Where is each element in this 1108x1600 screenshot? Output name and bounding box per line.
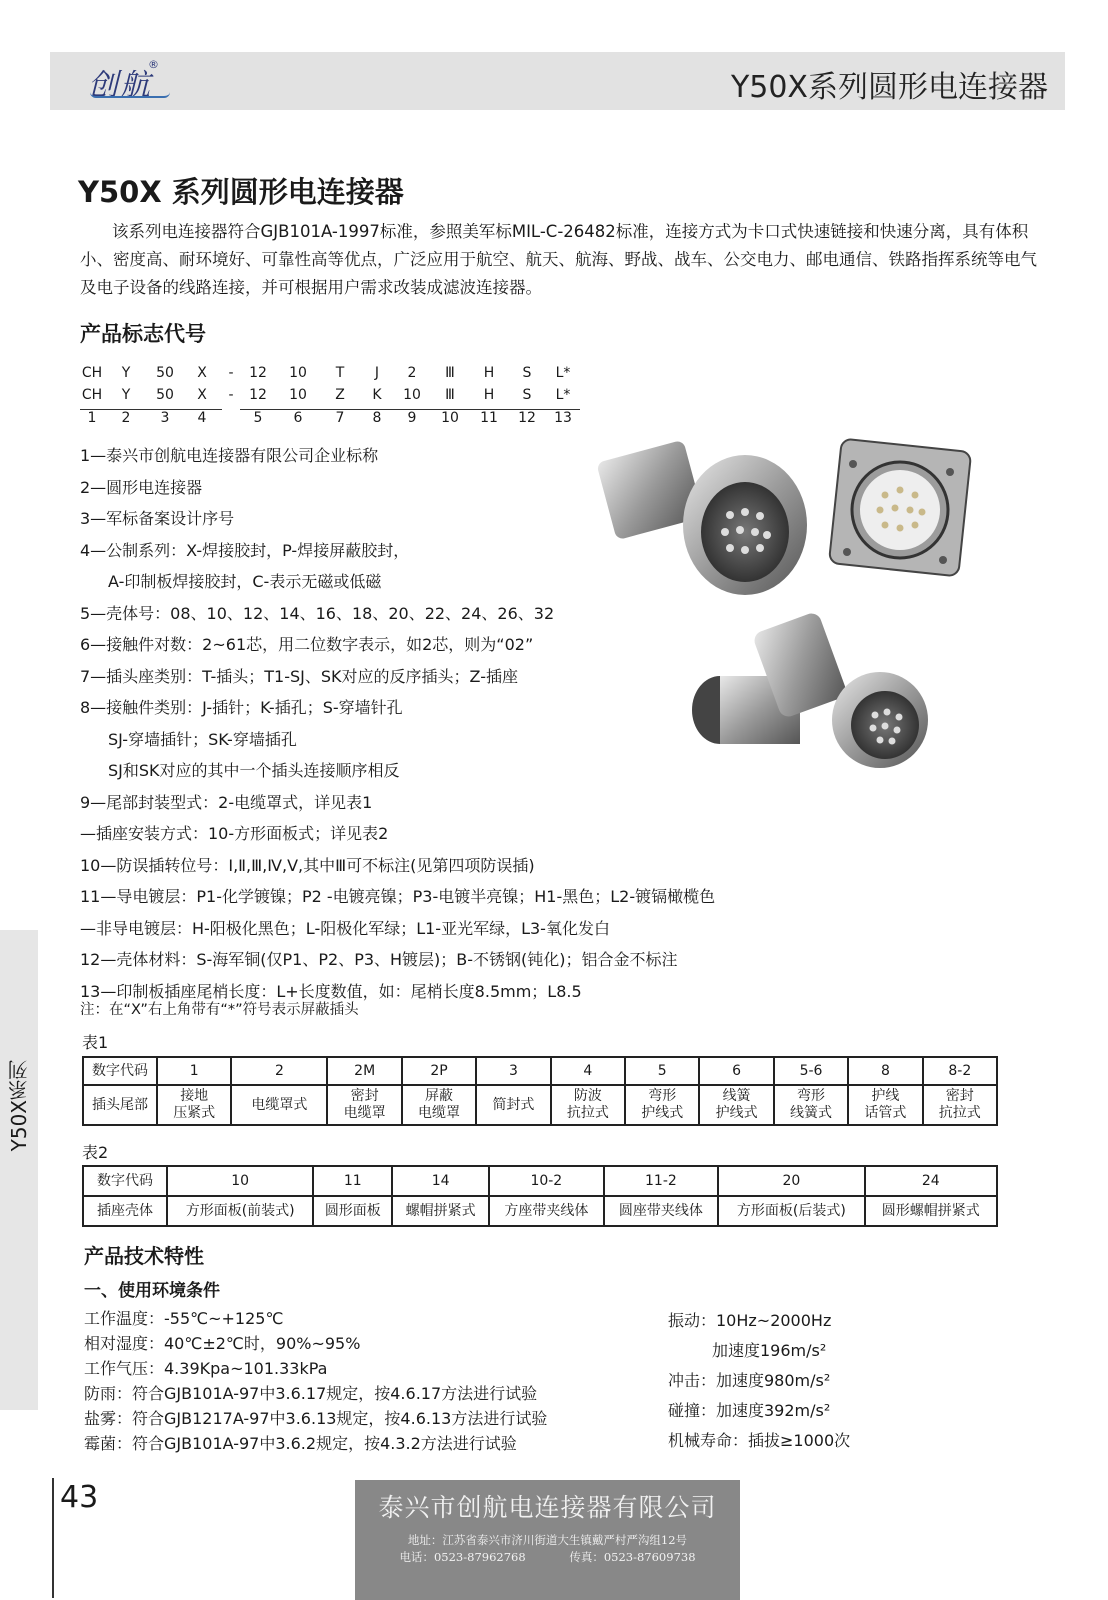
code-cell: 12 — [249, 387, 267, 403]
code-cell: 12 — [508, 409, 546, 426]
code-cell: Z — [335, 387, 345, 403]
footer-contact — [355, 1549, 740, 1566]
company-logo: 创航 — [88, 68, 152, 103]
code-cell: - — [228, 365, 234, 381]
code-row-socket — [80, 384, 580, 406]
code-cell: K — [372, 387, 382, 403]
table-header-cell: 插头尾部 — [83, 1085, 157, 1125]
table-header-cell: 数字代码 — [83, 1057, 157, 1085]
legend-item: 1—泰兴市创航电连接器有限公司企业标称 — [80, 446, 379, 465]
right-angle-plug-image — [692, 611, 928, 768]
code-cell: 1 — [80, 409, 104, 426]
table-header-cell: 插座壳体 — [83, 1196, 167, 1226]
table2-type-row — [83, 1196, 997, 1226]
straight-plug-image — [596, 440, 807, 595]
env-item: 盐雾：符合GJB1217A-97中3.6.13规定，按4.6.13方法进行试验 — [84, 1409, 548, 1428]
table-cell: 圆形螺帽拼紧式 — [865, 1196, 997, 1226]
legend-item: 9—尾部封装型式：2-电缆罩式，详见表1 — [80, 792, 373, 812]
legend-item: 3—军标备案设计序号 — [80, 509, 235, 528]
legend-item: 11—导电镀层：P1-化学镀镍；P2 -电镀亮镍；P3-电镀半亮镍；H1-黑色；L2-镀镉橄榄色 — [80, 887, 716, 906]
code-cell: 6 — [276, 409, 320, 426]
table-cell: 电缆罩式 — [231, 1085, 327, 1125]
code-cell: 8 — [360, 409, 394, 426]
code-cell: 2 — [407, 365, 417, 381]
code-cell: Ⅲ — [445, 387, 455, 403]
code-cell: 3 — [148, 409, 182, 426]
table-cell: 方座带夹线体 — [489, 1196, 604, 1226]
shield-note: 注：在“X”右上角带有“*”符号表示屏蔽插头 — [80, 1002, 359, 1018]
code-cell: 2 — [104, 409, 148, 426]
table1 — [82, 1056, 998, 1126]
legend-item: 8—接触件类别：J-插针；K-插孔；S-穿墙针孔 — [80, 698, 403, 717]
legend-item: 7—插头座类别：T-插头；T1-SJ、SK对应的反序插头；Z-插座 — [80, 666, 518, 686]
table-header-cell: 数字代码 — [83, 1166, 167, 1196]
code-cell: 50 — [156, 365, 174, 381]
code-cell: 11 — [470, 409, 508, 426]
env-item: 机械寿命：插拔≥1000次 — [668, 1431, 851, 1450]
table-cell: 20 — [718, 1166, 864, 1196]
code-row-plug — [80, 362, 580, 384]
page-divider — [52, 1478, 54, 1598]
legend-item: SJ-穿墙插针；SK-穿墙插孔 — [108, 729, 297, 749]
env-item: 加速度196m/s² — [712, 1341, 827, 1360]
env-conditions-right — [668, 1306, 850, 1456]
legend-item: SJ和SK对应的其中一个插头连接顺序相反 — [108, 761, 400, 780]
code-cell: - — [228, 387, 234, 403]
code-cell: Y — [121, 365, 131, 381]
env-item: 霉菌：符合GJB101A-97中3.6.2规定，按4.3.2方法进行试验 — [84, 1434, 517, 1453]
footer-address: 地址：江苏省泰兴市济川街道大生镇戴严村严沟组12号 — [407, 1533, 688, 1547]
table-cell: 3 — [476, 1057, 550, 1085]
code-cell: X — [197, 387, 207, 403]
env-item: 工作温度：-55℃~+125℃ — [84, 1309, 284, 1328]
env-item: 工作气压：4.39Kpa~101.33kPa — [84, 1359, 328, 1378]
header-title: Y50X系列圆形电连接器 — [730, 70, 1048, 105]
flange-socket-image — [829, 439, 971, 577]
legend-item: 10—防误插转位号：Ⅰ,Ⅱ,Ⅲ,Ⅳ,Ⅴ,其中Ⅲ可不标注(见第四项防误插) — [80, 855, 535, 875]
table2-code-row — [83, 1166, 997, 1196]
page-title: Y50X 系列圆形电连接器 — [78, 175, 404, 209]
code-grid — [80, 362, 580, 428]
tech-section-title: 产品技术特性 — [84, 1244, 204, 1268]
legend-item: 5—壳体号：08、10、12、14、16、18、20、22、24、26、32 — [80, 603, 555, 623]
table1-code-row — [83, 1057, 997, 1085]
code-cell: T — [335, 365, 345, 381]
table-cell: 密封 电缆罩 — [327, 1085, 401, 1125]
table-cell: 弯形 线簧式 — [774, 1085, 848, 1125]
table2 — [82, 1165, 998, 1227]
table-cell: 螺帽拼紧式 — [392, 1196, 489, 1226]
code-cell: 4 — [182, 409, 222, 426]
code-cell: X — [197, 365, 207, 381]
table-cell: 11-2 — [604, 1166, 719, 1196]
table-cell: 弯形 护线式 — [625, 1085, 699, 1125]
env-item: 振动：10Hz~2000Hz — [668, 1311, 832, 1330]
env-conditions-left — [84, 1306, 547, 1456]
code-cell: L* — [555, 387, 571, 403]
tech-subtitle: 一、使用环境条件 — [84, 1281, 220, 1301]
table-cell: 方形面板(后装式) — [718, 1196, 864, 1226]
code-cell: 10 — [289, 365, 307, 381]
code-cell: 10 — [403, 387, 421, 403]
page-number: 43 — [60, 1480, 99, 1515]
table1-label: 表1 — [82, 1033, 109, 1052]
table-cell: 圆形面板 — [313, 1196, 392, 1226]
table-cell: 护线 话管式 — [848, 1085, 922, 1125]
table-cell: 2P — [402, 1057, 476, 1085]
legend-item: —插座安装方式：10-方形面板式；详见表2 — [80, 824, 389, 843]
table-cell: 24 — [865, 1166, 997, 1196]
table-cell: 10 — [167, 1166, 313, 1196]
legend-item: 12—壳体材料：S-海军铜(仅P1、P2、P3、H镀层)；B-不锈钢(钝化)；铝合金不标注 — [80, 950, 678, 969]
env-item: 碰撞：加速度392m/s² — [668, 1401, 831, 1420]
table-cell: 圆座带夹线体 — [604, 1196, 719, 1226]
table-cell: 接地 压紧式 — [157, 1085, 231, 1125]
code-cell: CH — [81, 387, 103, 403]
code-cell: H — [483, 387, 495, 403]
code-cell: 9 — [394, 409, 430, 426]
footer-company: 泰兴市创航电连接器有限公司 — [378, 1493, 717, 1522]
registered-mark: ® — [148, 58, 159, 71]
table-cell: 6 — [699, 1057, 773, 1085]
table-cell: 5 — [625, 1057, 699, 1085]
footer-fax: 传真：0523-87609738 — [569, 1550, 696, 1564]
logo-swoosh — [90, 92, 170, 98]
env-item: 防雨：符合GJB101A-97中3.6.17规定，按4.6.17方法进行试验 — [84, 1384, 538, 1403]
code-cell: S — [522, 365, 532, 381]
table-cell: 11 — [313, 1166, 392, 1196]
table-cell: 14 — [392, 1166, 489, 1196]
code-cell: S — [522, 387, 532, 403]
code-cell: 13 — [546, 409, 580, 426]
table-cell: 线簧 护线式 — [699, 1085, 773, 1125]
code-cell: 10 — [430, 409, 470, 426]
table-cell: 防波 抗拉式 — [551, 1085, 625, 1125]
code-cell: 10 — [289, 387, 307, 403]
code-cell: 5 — [240, 409, 276, 426]
env-item: 冲击：加速度980m/s² — [668, 1371, 831, 1390]
side-tab — [0, 930, 38, 1410]
table-cell: 屏蔽 电缆罩 — [402, 1085, 476, 1125]
side-tab-label: Y50X系列 — [7, 1060, 31, 1152]
table-cell: 简封式 — [476, 1085, 550, 1125]
code-cell: J — [374, 365, 380, 381]
code-cell: Y — [121, 387, 131, 403]
table-cell: 2M — [327, 1057, 401, 1085]
table-cell: 8 — [848, 1057, 922, 1085]
code-cell: H — [483, 365, 495, 381]
table2-label: 表2 — [82, 1143, 109, 1162]
code-cell: Ⅲ — [445, 365, 455, 381]
legend-item: 2—圆形电连接器 — [80, 477, 203, 497]
legend-item: 4—公制系列：X-焊接胶封，P-焊接屏蔽胶封， — [80, 540, 410, 560]
table1-type-row — [83, 1085, 997, 1125]
table-cell: 8-2 — [923, 1057, 997, 1085]
footer-phone: 电话：0523-87962768 — [399, 1550, 526, 1564]
table-cell: 5-6 — [774, 1057, 848, 1085]
code-cell: CH — [81, 365, 103, 381]
connector-photos — [595, 420, 1005, 770]
code-cell: 50 — [156, 387, 174, 403]
legend-item: 6—接触件对数：2~61芯，用二位数字表示，如2芯，则为“02” — [80, 635, 534, 654]
env-item: 相对湿度：40℃±2℃时，90%~95% — [84, 1334, 361, 1353]
code-cell: 7 — [320, 409, 360, 426]
table-cell: 4 — [551, 1057, 625, 1085]
table-cell: 2 — [231, 1057, 327, 1085]
intro-paragraph: 该系列电连接器符合GJB101A-1997标准，参照美军标MIL-C-26482标准，连接方式为卡口式快速链接和快速分离，具有体积小、密度高、耐环境好、可靠性高等优点，广泛应用于航空、航天、航海、野战、战车、公交电力、邮电通信、铁路指挥系统等电气及电子设备的线路连接，并可根据用户需求改装成滤波连接器。 — [80, 222, 1037, 297]
table-cell: 10-2 — [489, 1166, 604, 1196]
footer-banner — [355, 1480, 740, 1600]
code-cell: L* — [555, 365, 571, 381]
legend-item: —非导电镀层：H-阳极化黑色；L-阳极化军绿；L1-亚光军绿，L3-氧化发白 — [80, 918, 610, 938]
table-cell: 方形面板(前装式) — [167, 1196, 313, 1226]
table-cell: 密封 抗拉式 — [923, 1085, 997, 1125]
legend-item: A-印制板焊接胶封，C-表示无磁或低磁 — [108, 572, 382, 591]
table-cell: 1 — [157, 1057, 231, 1085]
legend-item: 13—印制板插座尾梢长度：L+长度数值，如：尾梢长度8.5mm；L8.5 — [80, 981, 582, 1001]
code-cell: 12 — [249, 365, 267, 381]
code-section-title: 产品标志代号 — [80, 322, 206, 346]
code-row-index — [80, 406, 580, 428]
